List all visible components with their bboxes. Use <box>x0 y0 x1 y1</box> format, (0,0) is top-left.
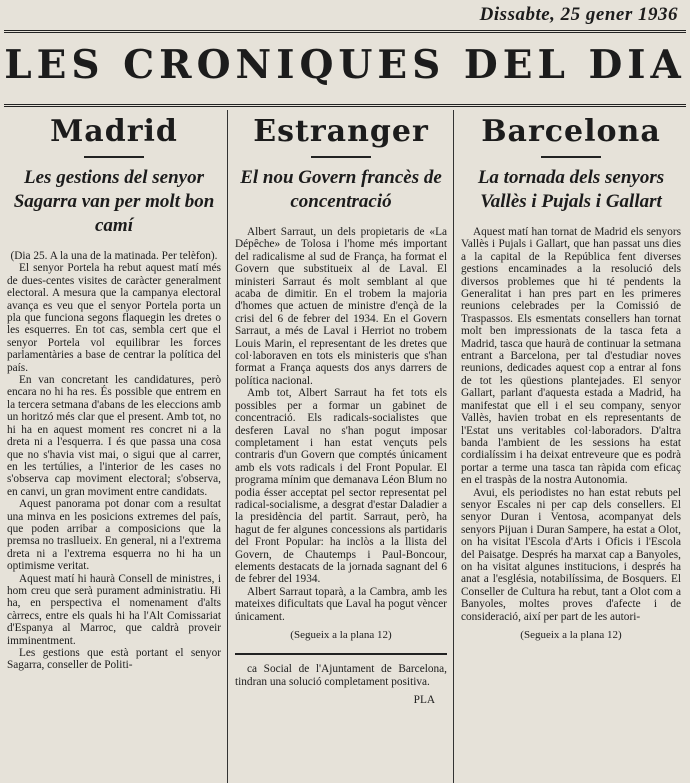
barcelona-title: Barcelona <box>481 114 661 149</box>
estranger-title: Estranger <box>253 114 429 149</box>
issue-date: Dissabte, 25 gener 1936 <box>479 4 678 25</box>
madrid-article-body <box>7 250 221 672</box>
continued-note: (Segueix a la plana 12) <box>290 629 392 641</box>
title-rule <box>84 156 144 158</box>
title-rule <box>311 156 371 158</box>
article-paragraph: En van concretant les candidatures, però encara no hi ha res. És possible que entrem en la tercera setmana d'abans de les eleccions amb un horitzó més clar que el present. Amb tot, no hi ha en aquest moment res concret ni a la dreta ni a l'esquerra. I és que passa una cosa que no s'havia vist mai, o sigui que al carrer, en les tertúlies, a l'interior de les cases no s'observa cap moviment electoral; s'observa, en canvi, un gran moviment entre candidats. <box>7 374 221 498</box>
article-paragraph: ca Social de l'Ajuntament de Barcelona, tindran una solució completament positiva. <box>235 663 447 688</box>
madrid-column <box>4 112 224 783</box>
article-paragraph: El senyor Portela ha rebut aquest matí més de dues-centes visites de caràcter generalment electoral. A mesura que la campanya electoral avança es veu que el senyor Portela porta un pla que funciona segons flaquegin les dretes o les esquerres. En tot cas, sembla cert que el senyor Portela vol equilibrar les forces parlamentàries a base de centrar la política del país. <box>7 262 221 374</box>
article-paragraph: Aquest matí hi haurà Consell de ministres, i hom creu que serà purament administratiu. Hi ha, en perspectiva el nomenament d'alts càrrecs, entre els quals hi ha l'Alt Comissariat d'Espanya al Marroc, que caldrà proveir imminentment. <box>7 572 221 647</box>
continued-note: (Segueix a la plana 12) <box>520 629 622 641</box>
article-paragraph: Albert Sarraut toparà, a la Cambra, amb les mateixes dificultats que Laval ha pogut vèncer únicament. <box>235 585 447 623</box>
estranger-article-body <box>235 226 447 707</box>
section-masthead: LES CRONIQUES DEL DIA <box>4 42 686 88</box>
column-divider <box>227 110 228 783</box>
barcelona-article-body <box>461 226 681 641</box>
article-paragraph: Aquest matí han tornat de Madrid els senyors Vallès i Pujals i Gallart, que han passat uns dies a la capital de la República fent diverses gestions encaminades a la resolució dels diversos problemes que hi té pendents la Generalitat i han pres part en les primeres reunions celebrades per la Comissió de Traspassos. Els esmentats consellers han tornat molt ben impressionats de la tasca feta a Madrid, tasca que haurà de continuar la setmana entrant a Barcelona, per tal d'estudiar noves reunions, dedicades aquest cop a entrar al fons de tot les qüestions plantejades. El senyor Gallart, parlant d'aquesta estada a Madrid, ha manifestat que ell i el seu company, senyor Vallès, havien trobat en els representants de l'Estat uns veritables col·laboradors. D'altra banda l'ambient de les sessions ha estat cordialíssim i ha deixat entreveure que es podrà portar a terme una tasca tan ràpida com eficaç en el traspàs de la nostra Autonomia. <box>461 226 681 487</box>
article-paragraph: Albert Sarraut, un dels propietaris de «La Dépêche» de Tolosa i l'home més important del radicalisme al sud de França, ha format el Govern que substitueix al de Laval. El ministeri Sarraut és molt semblant al que acaba de dimitir. En el trobem la majoria d'homes que actuen de ministre d'ençà de la crisi del 6 de febrer del 1934. En el Govern Sarraut, a més de Laval i Herriot no trobem Louis Marin, el representant de les dretes que col·laboraven en tots els ministeris que s'han format a França aquests dos anys darrers de política nacional. <box>235 226 447 387</box>
barcelona-column <box>458 112 684 783</box>
top-rule <box>4 30 686 33</box>
article-paragraph: Avui, els periodistes no han estat rebuts pel senyor Escales ni per cap dels consellers. El senyor Duran i Ventosa, acompanyat dels senyors Pijuan i Duran Sampere, ha estat a Olot, on ha visitat l'Escola d'Arts i Oficis i l'Escola del Paisatge. Després ha marxat cap a Banyoles, on ha visitat algunes institucions, i després ha anat a l'església, notabilíssima, de Bosquers. El Conseller de Cultura ha rebut, tant a Olot com a Banyoles, moltes proves d'afecte i de consideració, així per part de les autori- <box>461 486 681 623</box>
article-paragraph: Aquest panorama pot donar com a resultat una minva en les posicions extremes del país, que poden arribar a composicions que la premsa no trasllueix. En general, ni a l'extrema dreta ni a l'extrema esquerra no hi ha un optimisme veritat. <box>7 498 221 573</box>
author-signature: PLA <box>413 694 435 707</box>
madrid-dateline: (Dia 25. A la una de la matinada. Per telèfon). <box>10 250 218 262</box>
article-separator <box>235 653 447 655</box>
masthead-rule <box>4 104 686 107</box>
column-divider <box>453 110 454 783</box>
madrid-title: Madrid <box>50 114 178 149</box>
madrid-headline: Les gestions del senyor Sagarra van per molt bon camí <box>13 167 215 236</box>
article-paragraph: Amb tot, Albert Sarraut ha fet tots els possibles per a formar un gabinet de concentració. Els radicals-socialistes que desferen Laval no s'han pogut imposar completament i han estat vençuts pels contraris d'un Govern que comptés únicament amb els vots radicals i del Front Popular. El programa mínim que demanava Léon Blum no podia ésser acceptat pel sector representat pel radical-socialisme, a desgrat d'estar Daladier a la presidència del partit. Sarraut, però, ha hagut de fer algunes concessions als partidaris del Front Popular: ha inclòs a la llista del Govern, de Chautemps i Paul-Boncour, elements destacats de la jornada sagnant del 6 de febrer del 1934. <box>235 387 447 586</box>
article-paragraph: Les gestions que està portant el senyor Sagarra, conseller de Politi- <box>7 647 221 672</box>
barcelona-headline: La tornada dels senyors Vallès i Pujals i Gallart <box>477 167 665 212</box>
title-rule <box>541 156 601 158</box>
estranger-headline: El nou Govern francès de concentració <box>240 167 442 212</box>
estranger-column <box>232 112 450 783</box>
